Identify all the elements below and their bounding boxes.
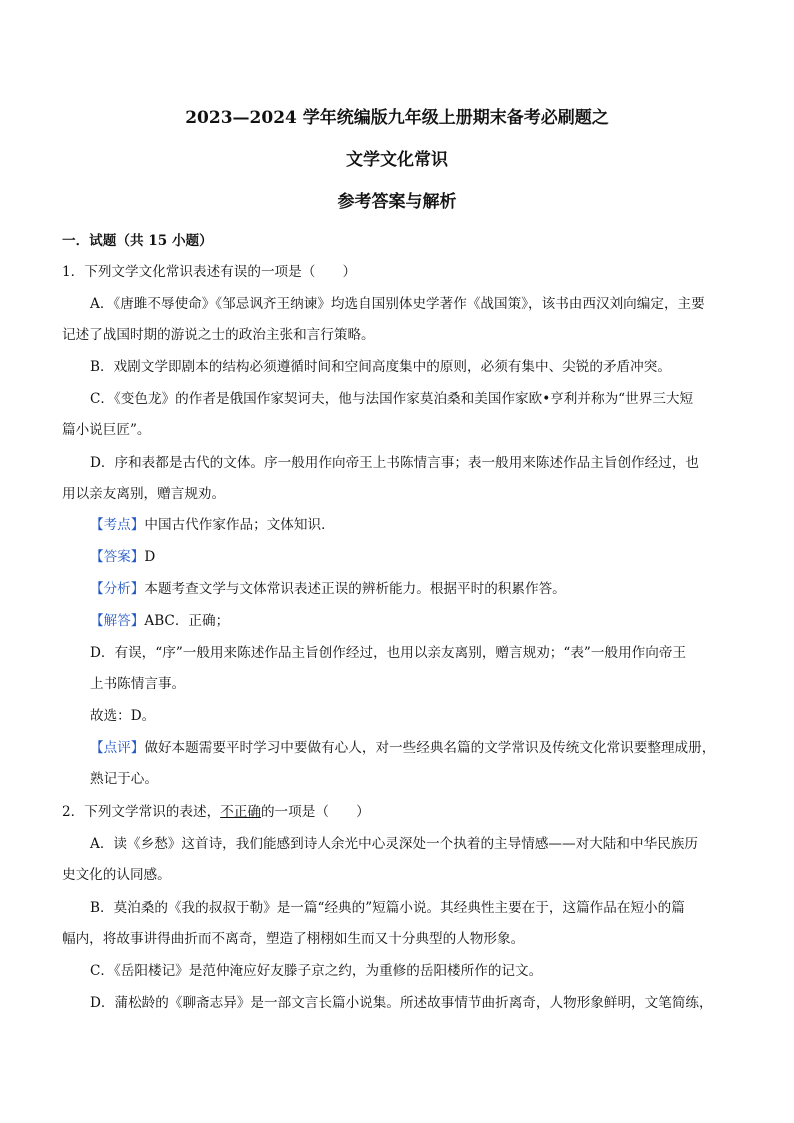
question-1-option-d-cont: 用以亲友离别，赠言规劝。: [62, 486, 226, 502]
question-2-stem-underline: 不正确: [220, 804, 261, 820]
comment-text: 做好本题需要平时学习中要做有心人，对一些经典名篇的文学常识及传统文化常识要整理成册，: [144, 740, 716, 756]
question-2-stem: [62, 803, 370, 821]
question-2-option-a: A．读《乡愁》这首诗，我们能感到诗人余光中心灵深处一个执着的主导情感——对大陆和中华民族历: [90, 836, 698, 852]
question-1-option-c: C．《变色龙》的作者是俄国作家契诃夫，他与法国作家莫泊桑和美国作家欧•亨利并称为“世界三大短: [90, 391, 694, 407]
answer-tag: 【答案】: [90, 549, 145, 565]
kaodian-row: [90, 516, 335, 534]
analysis-tag: 【分析】: [90, 581, 145, 597]
solution-row: [90, 612, 229, 630]
question-2-option-b-cont: 幅内，将故事讲得曲折而不离奇，塑造了栩栩如生而又十分典型的人物形象。: [62, 931, 525, 947]
question-1-option-d: D．序和表都是古代的文体。序一般用作向帝王上书陈情言事；表一般用来陈述作品主旨创作经过，也: [90, 455, 700, 471]
final-choice: 故选：D。: [90, 708, 156, 724]
question-1-option-b: B．戏剧文学即剧本的结构必须遵循时间和空间高度集中的原则，必须有集中、尖锐的矛盾冲突。: [90, 359, 671, 375]
solution-explanation: D．有误，“序”一般用来陈述作品主旨创作经过，也用以亲友离别，赠言规劝；“表”一般用作向帝王: [90, 645, 687, 661]
question-1-option-a: A．《唐雎不辱使命》《邹忌讽齐王纳谏》均选自国别体史学著作《战国策》，该书由西汉刘向编定，主要: [90, 296, 705, 312]
solution-explanation-cont: 上书陈情言事。: [90, 676, 186, 692]
question-2-option-d: D．蒲松龄的《聊斋志异》是一部文言长篇小说集。所述故事情节曲折离奇，人物形象鲜明，文笔简练，: [90, 995, 713, 1011]
question-2-option-b: B．莫泊桑的《我的叔叔于勒》是一篇“经典的”短篇小说。其经典性主要在于，这篇作品在短小的篇: [90, 900, 685, 916]
question-2-option-a-cont: 史文化的认同感。: [62, 867, 171, 883]
comment-tag: 【点评】: [90, 740, 145, 756]
kaodian-tag: 【考点】: [90, 517, 145, 533]
question-1-option-c-cont: 篇小说巨匠”。: [62, 422, 151, 438]
kaodian-text: 中国古代作家作品；文体知识．: [144, 517, 335, 533]
question-2-option-c: C．《岳阳楼记》是范仲淹应好友滕子京之约，为重修的岳阳楼所作的记文。: [90, 963, 543, 979]
comment-row: [90, 739, 715, 757]
comment-text-cont: 熟记于心。: [90, 771, 158, 787]
question-1-stem: 1．下列文学文化常识表述有误的一项是（ ）: [62, 264, 357, 280]
question-2-stem-prefix: 2．下列文学常识的表述，: [62, 804, 221, 820]
answer-row: [90, 548, 155, 566]
answer-text: D: [144, 549, 156, 565]
analysis-text: 本题考查文学与文体常识表述正误的辨析能力。根据平时的积累作答。: [144, 581, 566, 597]
question-1-option-a-cont: 记述了战国时期的游说之士的政治主张和言行策略。: [62, 327, 375, 343]
document-subtitle: 文学文化常识: [346, 150, 448, 170]
solution-tag: 【解答】: [90, 613, 145, 629]
question-2-stem-suffix: 的一项是（ ）: [260, 804, 370, 820]
answer-key-heading: 参考答案与解析: [337, 192, 457, 212]
document-title: 2023—2024 学年统编版九年级上册期末备考必刷题之: [185, 108, 609, 128]
section-heading: 一．试题（共 15 小题）: [62, 233, 213, 249]
solution-text: ABC．正确；: [144, 613, 230, 629]
analysis-row: [90, 580, 566, 598]
